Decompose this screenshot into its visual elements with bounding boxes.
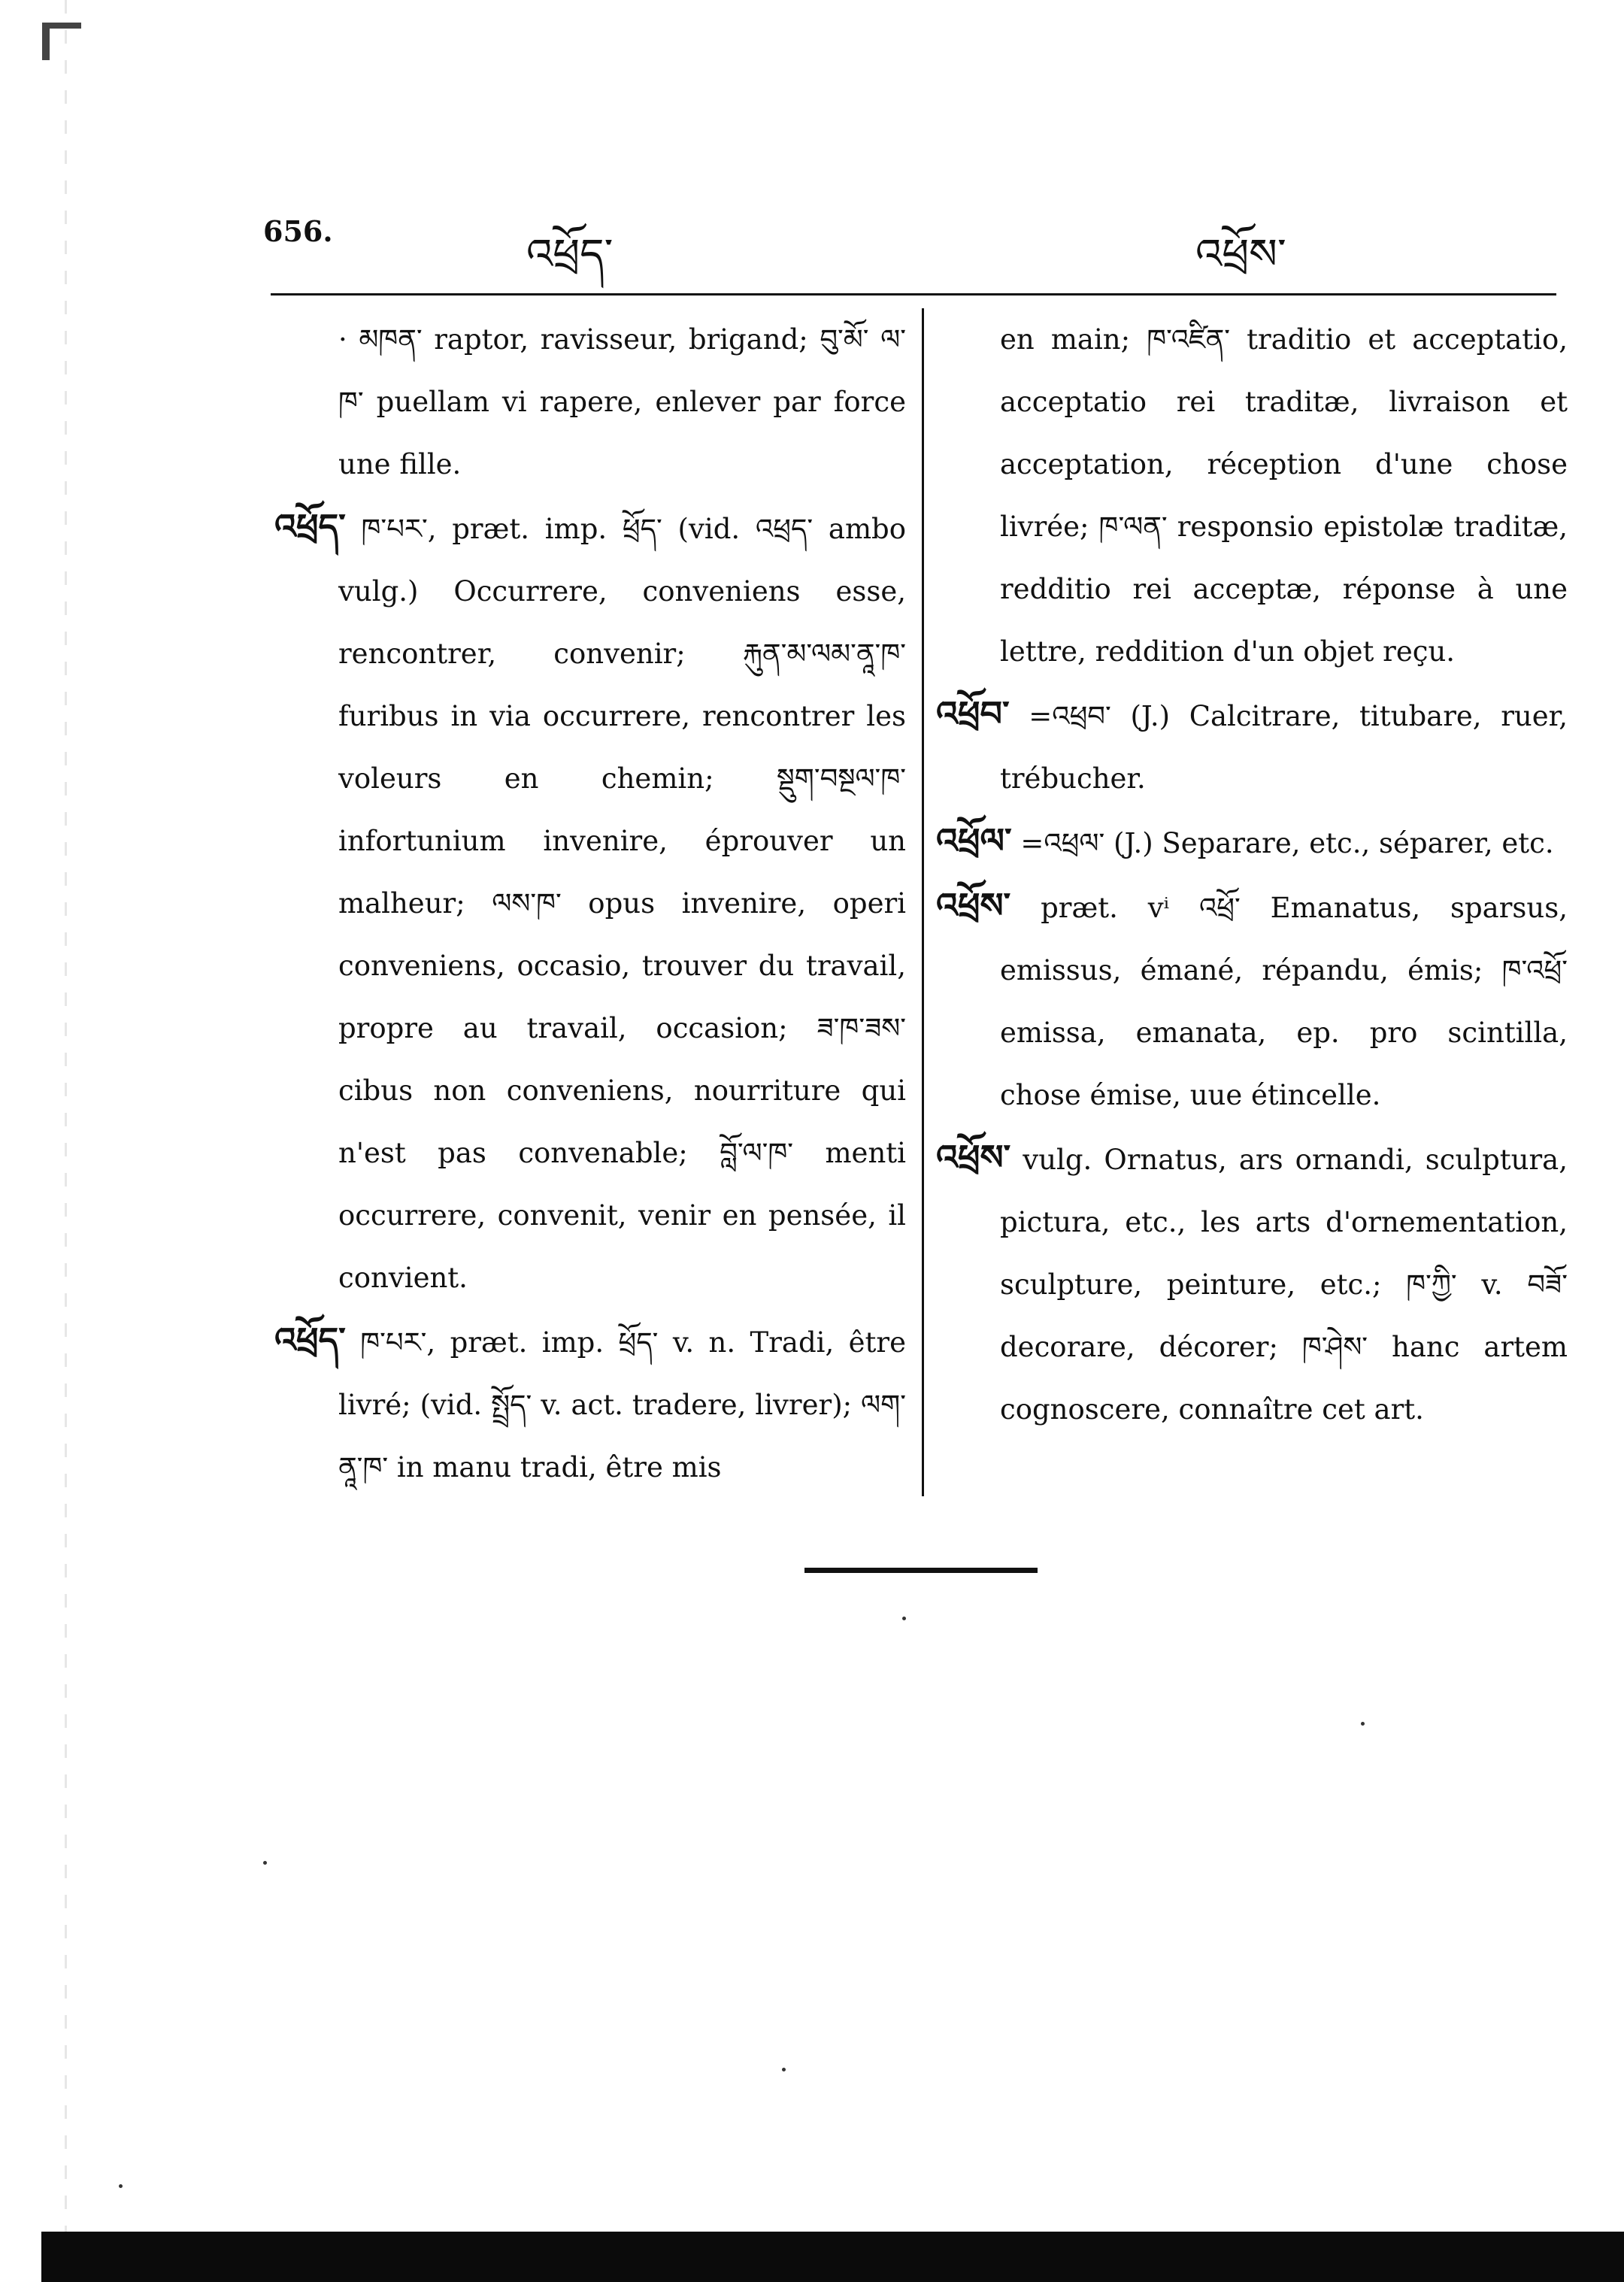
entry-text: · མཁན་ raptor, ravisseur, brigand; བུ་མོ་ ལ་ཁ་ puellam vi rapere, enlever par force une fille. — [338, 323, 906, 480]
end-rule — [804, 1568, 1038, 1573]
entry-text: ཁ་པར་, præt. imp. ཕྲོད་ v. n. Tradi, être livré; (vid. སྤྲོད་ v. act. tradere, livrer); ལག་ནཱ་ཁ་ in manu tradi, être mis — [338, 1326, 906, 1483]
headword: འཕྲོད་ — [274, 1320, 346, 1360]
header-rule — [271, 293, 1556, 295]
entry-text: =འཕྲལ་ (J.) Separare, etc., séparer, etc. — [1020, 827, 1554, 859]
scan-speck — [782, 2068, 786, 2071]
entry-text: præt. vⁱ འཕྲོ་ Emanatus, sparsus, emissus, émané, répandu, émis; ཁ་འཕྲོ་ emissa, emanata, ep. pro scintilla, chose émise, uue étincelle. — [1000, 892, 1568, 1111]
scan-speck — [1361, 1722, 1365, 1726]
entry-text: en main; ཁ་འཛིན་ traditio et acceptatio, acceptatio rei traditæ, livraison et acceptation, réception d'une chose livrée; ཁ་ལན་ responsio epistolæ traditæ, redditio rei acceptæ, réponse à une lettre, reddition d'un objet reçu. — [1000, 323, 1568, 668]
running-head-right: འཕྲོས་ — [1195, 230, 1286, 279]
left-column — [274, 308, 906, 1499]
entry-text: =འཕྲབ་ (J.) Calcitrare, titubare, ruer, trébucher. — [1000, 700, 1568, 795]
page-number: 656. — [263, 214, 333, 248]
entry-text: ཁ་པར་, præt. imp. ཕྲོད་ (vid. འཕྲད་ ambo vulg.) Occurrere, conveniens esse, rencontrer, convenir; རྐུན་མ་ལམ་ནཱ་ཁ་ furibus in via occurrere, rencontrer les voleurs en chemin; སྡུག་བསྔལ་ཁ་ infortunium invenire, éprouver un malheur; ལས་ཁ་ opus invenire, operi conveniens, occasio, trouver du travail, propre au travail, occasion; ཟ་ཁ་ཟས་ cibus non conveniens, nourriture qui n'est pas convenable; བློ་ལ་ཁ་ menti occurrere, convenit, venir en pensée, il convient. — [338, 513, 906, 1294]
entry-continuation — [936, 308, 1568, 683]
headword: འཕྲོས་ — [936, 1137, 1011, 1177]
page-header — [263, 207, 1549, 279]
dictionary-entry — [274, 1309, 906, 1499]
dictionary-entry — [936, 810, 1568, 874]
dictionary-entry — [936, 874, 1568, 1126]
scan-speck — [119, 2184, 123, 2188]
scan-speck — [902, 1617, 906, 1620]
headword: འཕྲོལ་ — [936, 820, 1012, 861]
headword: འཕྲོབ་ — [936, 693, 1010, 734]
entry-text: vulg. Ornatus, ars ornandi, sculptura, pictura, etc., les arts d'ornementation, sculpture, peinture, etc.; ཁ་ཀྱི་ v. བཟོ་ decorare, décorer; ཁ་ཤེས་ hanc artem cognoscere, connaître cet art. — [1000, 1144, 1568, 1426]
running-head-left: འཕྲོད་ — [526, 230, 614, 279]
dictionary-entry — [274, 495, 906, 1309]
headword: འཕྲོད་ — [274, 506, 346, 547]
dictionary-entry — [936, 1126, 1568, 1441]
entry-continuation — [274, 308, 906, 495]
scan-speck — [263, 1861, 267, 1865]
scan-bottom-bar — [41, 2232, 1624, 2282]
headword: འཕྲོས་ — [936, 885, 1011, 926]
right-column — [936, 308, 1568, 1441]
dictionary-entry — [936, 683, 1568, 810]
scan-edge — [65, 0, 67, 2252]
column-divider — [922, 308, 924, 1496]
